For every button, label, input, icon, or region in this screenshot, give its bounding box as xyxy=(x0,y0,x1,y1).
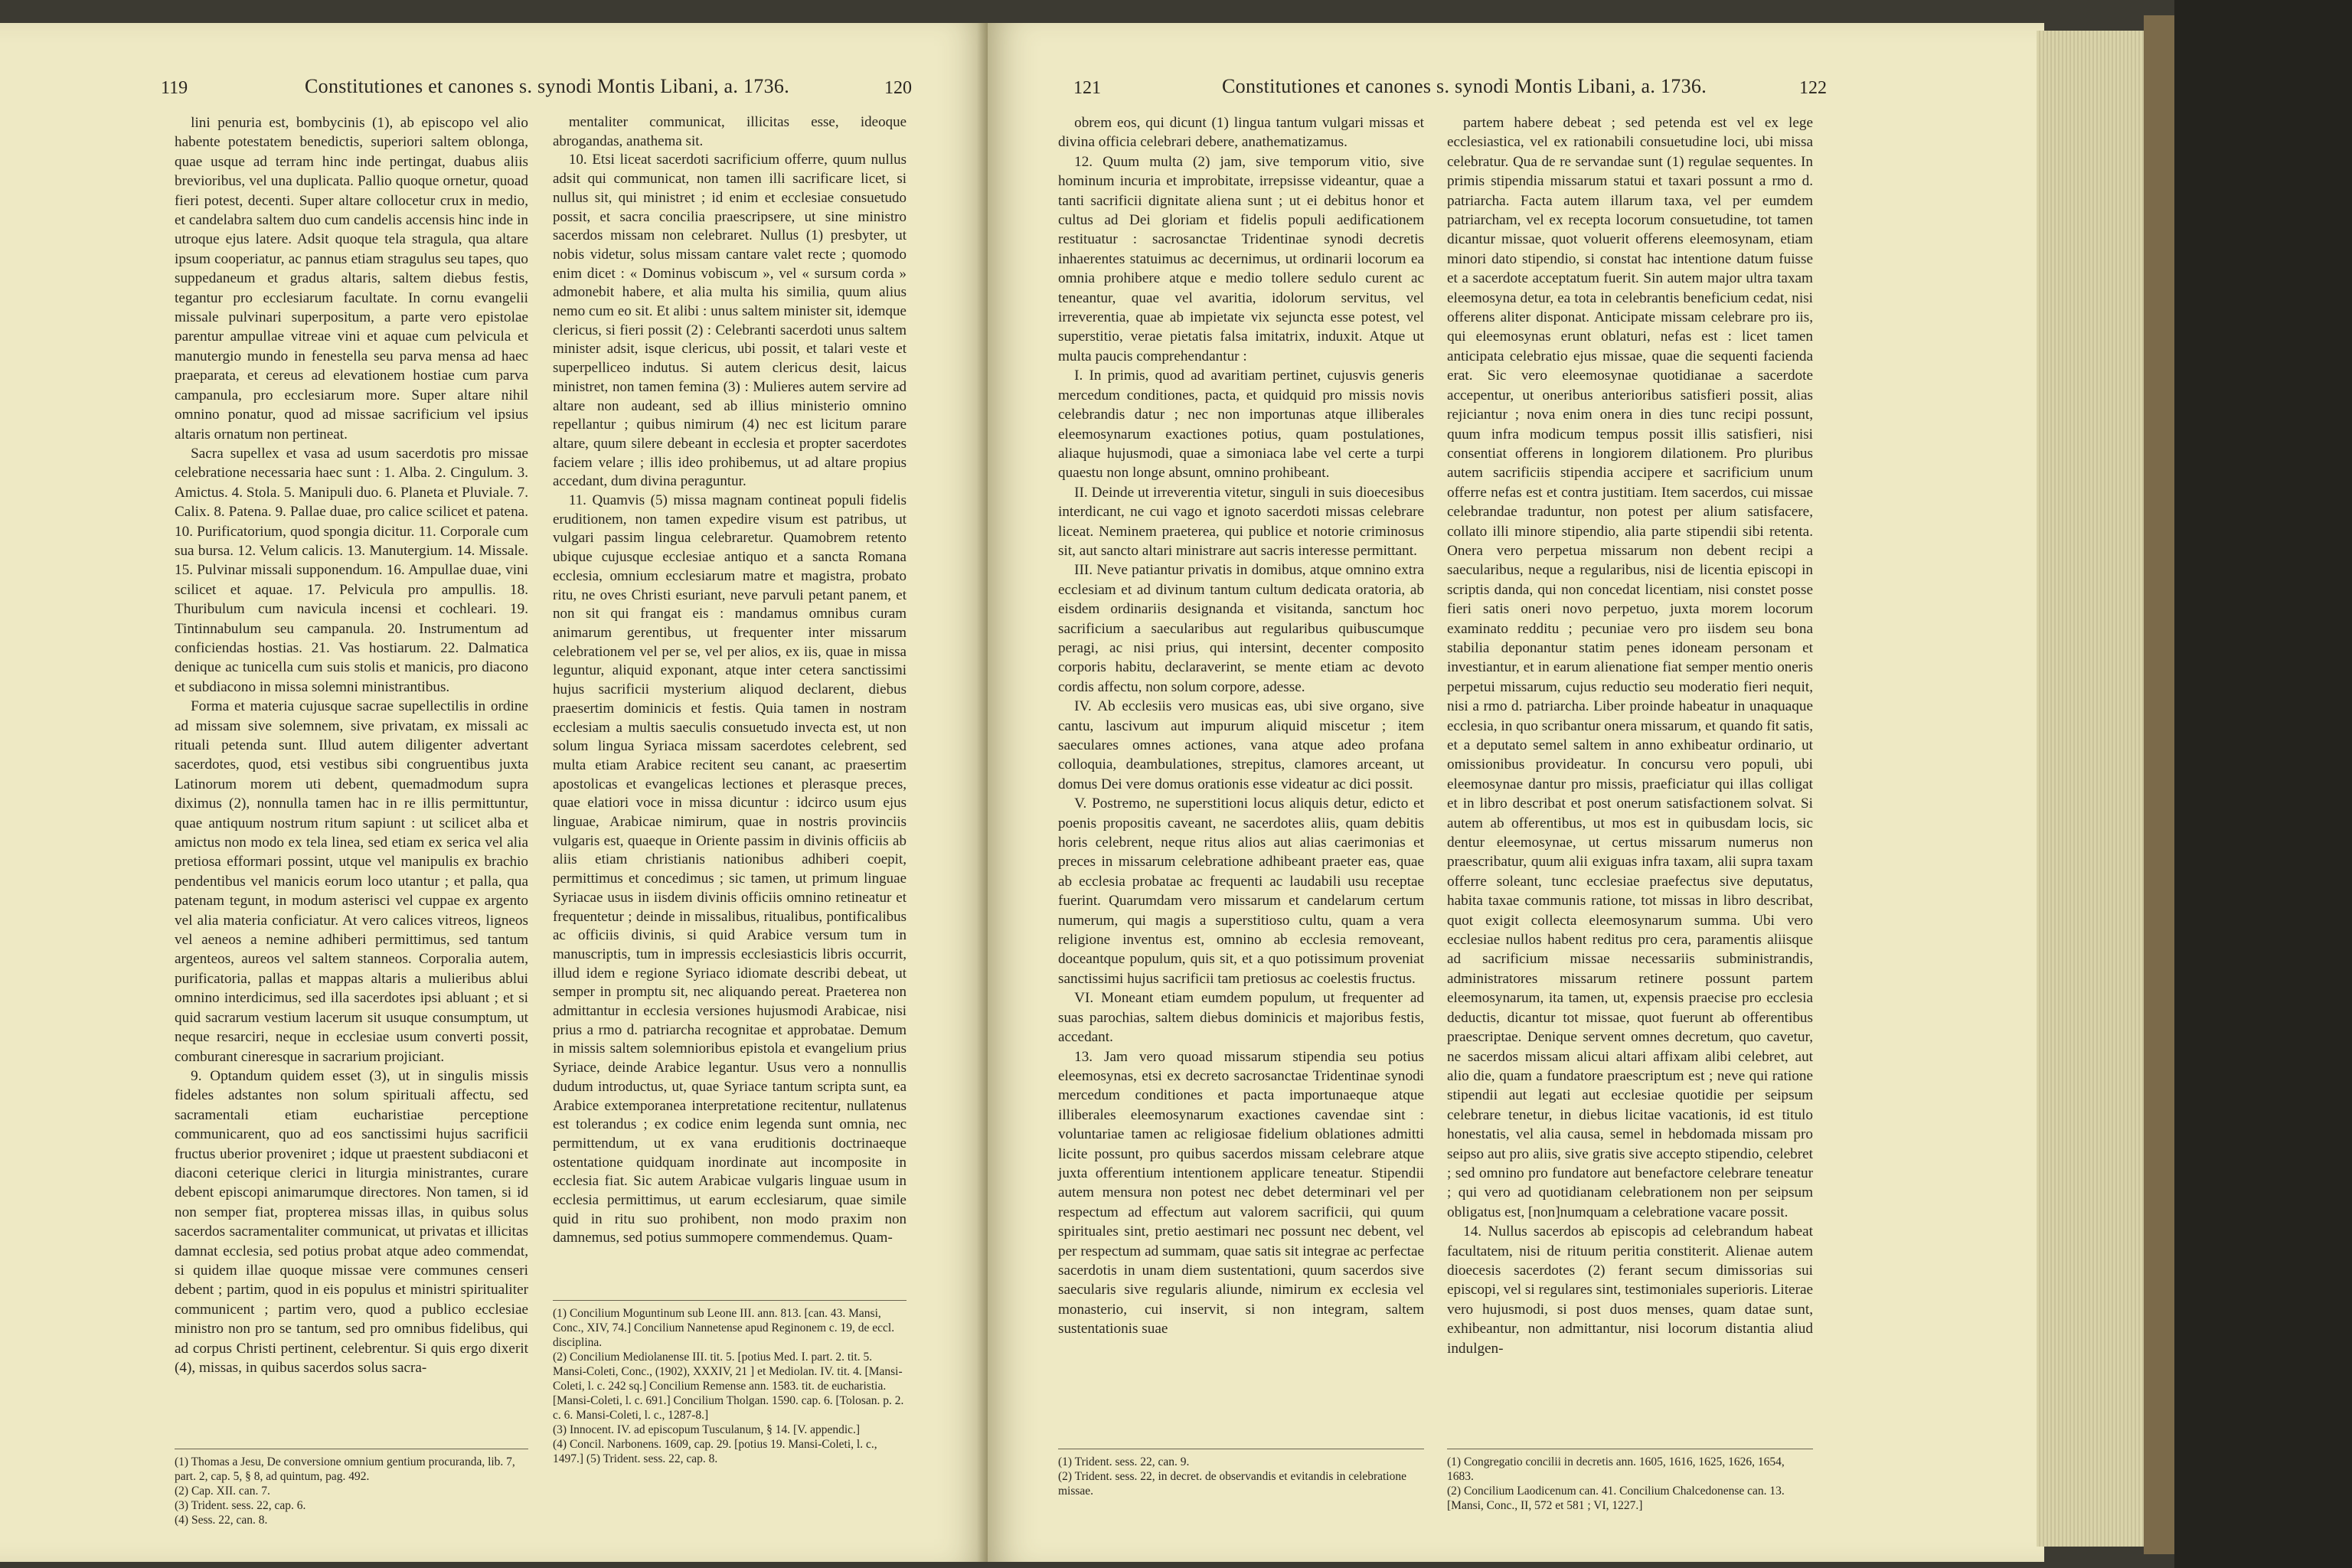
footnote: (3) Trident. sess. 22, cap. 6. xyxy=(175,1499,306,1512)
right-page-column-1 xyxy=(1058,113,1424,1339)
paragraph: 11. Quamvis (5) missa magnam contineat populi fidelis eruditionem, non tamen expedire visum est patribus, ut vulgari passim lingua celebraretur. Quamobrem retento ubique cujusque ecclesiae antiquo et a sancta Romana ecclesia, omnium ecclesiarum matre et magistra, probato ritu, ne oves Christi esuriant, neve parvuli petant panem, et non sit qui frangat eis : mandamus omnibus curam animarum gerentibus, ut frequenter inter missarum celebrationem vel per se, vel per alios, ex iis, quae in missa leguntur, aliquid exponant, atque inter cetera sanctissimi hujus sacrificii mysterium aliquod declarent, diebus praesertim dominicis et festis. Quia tamen in nostram ecclesiam a multis saeculis consuetudo invecta est, ut non solum lingua Syriaca missam sacerdotes celebrent, sed multa etiam Arabice recitent seu canant, ac praesertim apostolicas et evangelicas lectiones et plerasque preces, quae elatiori voce in missa dicuntur : idcirco usum ejus linguae, Arabicae nimirum, quae in nostris provinciis vulgaris est, quaeque in Oriente passim in divinis officiis ab aliis etiam christianis nationibus adhiberi coepit, permittimus et concedimus ; sic tamen, ut primum linguae Syriacae usus in iisdem divinis officiis omnino retineatur et frequentetur ; deinde in missalibus, ritualibus, pontificalibus ac officiis divinis, si quid Arabice versum tum in manuscriptis, tum in impressis ecclesiasticis libris occurrit, illud idem e regione Syriaco idiomate describi debeat, ut semper in promptu sit, nec aliquando pereat. Praeterea non admittantur in ecclesia versiones hujusmodi Arabicae, nisi prius a rmo d. patriarcha recognitae et approbatae. Demum in missis saltem solemnioribus epistola et evangelium prius Syriace, deinde Arabice legantur. Usus vero a nonnullis dudum introductus, ut, quae Syriace tantum scripta sunt, ea Arabice extemporanea interpretatione recitentur, nullatenus est tolerandus ; ex codice enim legenda sunt omnia, nec permittendum, ut ex vana eruditionis doctrinaeque ostentatione quidquam inordinate aut incomposite in ecclesia fiat. Sic autem Arabicae vulgaris linguae usum in ecclesia permittimus, ut earum ecclesiarum, quae simile quid in ritu suo prohibent, non modo praxim non damnemus, sed potius summopere commendemus. Quam- xyxy=(553,492,906,1246)
paragraph: VI. Moneant etiam eumdem populum, ut frequenter ad suas parochias, saltem diebus dominicis et majoribus festis, accedant. xyxy=(1058,990,1424,1046)
paragraph: V. Postremo, ne superstitioni locus aliquis detur, edicto et poenis propositis caveant, ne sacerdotes aliis, quam debitis horis celebrent, neque ritus alios aut alias caerimonias et preces in missarum celebratione adhibeant praeter eas, quae ab ecclesia probatae ac frequenti ac laudabili usu receptae fuerint. Quarumdam vero missarum et candelarum certum numerum, qui magis a superstitioso cultu, quam a vera religione inventus est, omnino ab ecclesia removeant, doceantque populum, quis sit, et a quo potissimum proveniat sanctissimi hujus sacrificii tam pretiosus ac coelestis fructus. xyxy=(1058,795,1424,987)
paragraph: 9. Optandum quidem esset (3), ut in singulis missis fideles adstantes non solum spirituali affectu, sed sacramentali etiam eucharistiae perceptione communicarent, quo ad eos sanctissimi hujus sacrificii fructus uberior proveniret ; idque ut praestent subdiaconi et diaconi ceterique clerici in liturgia ministrantes, curare debent episcopi animarumque directores. Non tamen, si id non semper fiat, propterea missas illas, in quibus solus sacerdos sacramentaliter communicat, ut privatas et illicitas damnat ecclesia, sed potius probat atque adeo commendat, si quidem illae quoque missae vere communes censeri debent ; partim, quod in eis populus et ministri spiritualiter communicent ; partim vero, quod a publico ecclesiae ministro non pro se tantum, sed pro omnibus fidelibus, qui ad corpus Christi pertinent, celebrentur. Si quis ergo dixerit (4), missas, in quibus sacerdos solus sacra- xyxy=(175,1067,528,1376)
paragraph: lini penuria est, bombycinis (1), ab episcopo vel alio habente potestatem benedictis, superiori saltem oblonga, quae usque ad terram hinc inde pertingat, duabus aliis brevioribus, vel una duplicata. Pallio quoque ornetur, quoad fieri potest, decenti. Super altare collocetur crux in medio, et candelabra saltem duo cum candelis accensis hinc inde in utroque ejus latere. Adsit quoque tela stragula, qua altare ipsum cooperiatur, ac pannus etiam stragulus seu tapes, quo suppedaneum et gradus altaris, saltem diebus festis, tegantur pro ecclesiarum facultate. In cornu evangelii missale pulvinari superpositum, a parte vero epistolae parentur ampullae vitreae vini et aquae cum pelvicula et manutergio mundo in fenestella seu parva mensa ad haec praeparata, et cereus ad elevationem hostiae cum parva campanula, pro ecclesiarum more. Super altare nihil omnino ponatur, quod ad missae sacrificium vel ipsius altaris ornatum non pertineat. xyxy=(175,115,528,443)
left-page-footnotes-col1 xyxy=(175,1455,528,1527)
paragraph: 10. Etsi liceat sacerdoti sacrificium offerre, quum nullus adsit qui communicat, non tamen illi sacrificare licet, si nullus sit, qui ministret ; id enim et ecclesiae consuetudo possit, et sacra concilia praescripsere, ut sine ministro sacerdos missam non celebraret. Nullus (1) presbyter, ut nobis videtur, solus missam cantare valet recte ; quomodo enim dicet : « Dominus vobiscum », vel « sursum corda » admonebit habere, et alia multa his similia, quum alius nemo cum eo sit. Et alibi : unus saltem minister sit, idemque clericus, si fieri possit (2) : Celebranti sacerdoti unus saltem minister adsit, isque clericus, ubi possit, et talari veste et superpelliceo indutus. Si autem clericus desit, laicus ministret, non tamen femina (3) : Mulieres autem servire ad altare non audeant, sed ab illius ministerio omnino repellantur ; quibus nimirum (4) nec est licitum parare altare, quum silere debeant in ecclesia et propter sacerdotes faciem velare ; illis ideo prohibemus, ut ad altare propius accedant, dum divina peraguntur. xyxy=(553,152,906,490)
paragraph: Sacra supellex et vasa ad usum sacerdotis pro missae celebratione necessaria haec sunt : 1. Alba. 2. Cingulum. 3. Amictus. 4. Stola. 5. Manipuli duo. 6. Planeta et Pluviale. 7. Calix. 8. Patena. 9. Pallae duae, pro calice scilicet et patena. 10. Purificatorium, quod spongia dicitur. 11. Corporale cum sua bursa. 12. Velum calicis. 13. Manutergium. 14. Missale. 15. Pulvinar missali supponendum. 16. Ampullae duae, vini scilicet et aquae. 17. Pelvicula pro ampullis. 18. Thuribulum cum navicula incensi et cochleari. 19. Tintinnabulum seu campanula. 20. Instrumentum ad conficiendas hostias. 21. Vas hostiarum. 22. Dalmatica denique ac tunicella cum suis stolis et manicis, pro diacono et subdiacono in missa solemni ministrantibus. xyxy=(175,445,528,695)
right-page-column-2 xyxy=(1447,113,1813,1358)
paragraph: 12. Quum multa (2) jam, sive temporum vitio, sive hominum incuria et improbitate, irrepsisse videantur, quae a tanti sacrificii dignitate aliena sunt ; ut ei debitus honor et cultus ad Dei gloriam et fidelis populi aedificationem restituatur : sacrosanctae Tridentinae synodi decretis inhaerentes statuimus ac decernimus, ut ordinarii locorum ea omnia prohibere atque e medio tollere sedulo curent ac teneantur, quae vel avaritia, idolorum servitus, vel irreverentia, quae ab impietate vix sejuncta esse potest, vel superstitio, verae pietatis falsa imitatrix, induxit. Atque ut multa paucis comprehendantur : xyxy=(1058,153,1424,364)
footnote: (3) Innocent. IV. ad episcopum Tusculanum, § 14. [V. appendic.] xyxy=(553,1423,861,1436)
footnote: (2) Trident. sess. 22, in decret. de observandis et evitandis in celebratione missae. xyxy=(1058,1470,1406,1498)
running-header-right: Constitutiones et canones s. synodi Montis Libani, a. 1736. xyxy=(1222,75,1707,97)
running-header-left: Constitutiones et canones s. synodi Montis Libani, a. 1736. xyxy=(305,75,789,97)
right-page xyxy=(988,23,2044,1562)
left-page xyxy=(0,23,988,1562)
paragraph: obrem eos, qui dicunt (1) lingua tantum vulgari missas et divina officia celebrari debere, anathematizamus. xyxy=(1058,115,1424,151)
footnote-rule xyxy=(553,1300,906,1301)
left-page-column-1 xyxy=(175,113,528,1377)
right-page-footnotes-col2 xyxy=(1447,1455,1813,1513)
footnote: (1) Trident. sess. 22, can. 9. xyxy=(1058,1455,1190,1468)
paragraph: Forma et materia cujusque sacrae supellectilis in ordine ad missam sive solemnem, sive privatam, ex missali ac rituali petenda sunt. Illud autem diligenter advertant sacerdotes, quod, etsi vestibus sibi congruentibus juxta Latinorum morem uti debent, quemadmodum supra diximus (2), nonnulla tamen hac in re illis permittuntur, quae antiquum nostrum ritum sapiunt : ut scilicet alba et amictus non modo ex tela linea, sed etiam ex serica vel alia pretiosa efformari possint, utque vel manipulis ex brachio pendentibus vel manicis eorum loco utantur ; et palla, qua patenam tegunt, in modum asterisci vel cuppae ex argento vel alia materia conficiatur. At vero calices vitreos, ligneos vel aeneos a nemine adhiberi permittimus, sed tantum argenteos, aureos vel saltem stanneos. Corporalia autem, purificatoria, pallas et mappas altaris a mulieribus ablui omnino interdicimus, sed illa sacerdotes ipsi abluant ; et si quid sacrarum vestium lacerum sit usuque consumptum, ut neque resarciri, neque in ecclesiae usum converti possit, comburant cineresque in sacrarium projiciant. xyxy=(175,698,528,1065)
left-page-footnotes-col2 xyxy=(553,1306,906,1466)
page-number-120: 120 xyxy=(884,78,912,98)
paragraph: mentaliter communicat, illicitas esse, ideoque abrogandas, anathema sit. xyxy=(553,114,906,149)
footnote: (1) Congregatio concilii in decretis ann. 1605, 1616, 1625, 1626, 1654, 1683. xyxy=(1447,1455,1785,1483)
footnote: (2) Concilium Laodicenum can. 41. Concilium Chalcedonense can. 13. [Mansi, Conc., II, 572 et 581 ; VI, 1227.] xyxy=(1447,1485,1785,1512)
paragraph: III. Neve patiantur privatis in domibus, atque omnino extra ecclesiam et ad divinum tantum cultum dedicata oratoria, ab eisdem ordinariis designanda et visitanda, sanctum hoc sacrificium a saecularibus aut regularibus quibuscumque peragi, ac nisi prius, qui intersint, decenter composito corporis habitu, declaraverint, se mente etiam ac devoto cordis affectu, non solum corpore, adesse. xyxy=(1058,562,1424,695)
paragraph: 14. Nullus sacerdos ab episcopis ad celebrandum habeat facultatem, nisi de rituum peritia constiterit. Alienae autem dioecesis sacerdotes (2) ferant secum dimissorias sui episcopi, vel si regulares sint, testimoniales superioris. Literae vero hujusmodi, si post duos menses, quam datae sunt, exhibeantur, non admittantur, nisi locorum distantia aliud indulgen- xyxy=(1447,1223,1813,1357)
left-page-column-2 xyxy=(553,113,906,1248)
book-cover-edge xyxy=(2144,15,2174,1554)
background-shadow xyxy=(2174,0,2352,1568)
page-number-121: 121 xyxy=(1073,78,1101,98)
paragraph: 13. Jam vero quoad missarum stipendia seu potius eleemosynas, etsi ex decreto sacrosanctae Tridentinae synodi mercedum conditiones et pacta importunaeque atque illiberales eleemosynarum exactiones cavendae sint : voluntariae tamen ac religiosae fidelium oblationes admitti licite possunt, pro quibus sacerdos missam celebrare atque juxta offerentium intentionem applicare teneatur. Stipendii autem mensura non potest nec debet determinari vel per respectum ad effectum aut valorem sacrificii, qui quum spirituales sint, pretio aestimari nec possunt nec debent, vel per respectum ad summam, quae satis sit integrae ac perfectae sacerdotis in unam diem sustentationi, quum sacerdos sive saecularis sive regularis aliunde, nimirum ex ecclesia vel monasterio, cui inservit, si non integram, saltem sustentationis suae xyxy=(1058,1048,1424,1338)
footnote: (1) Concilium Moguntinum sub Leone III. ann. 813. [can. 43. Mansi, Conc., XIV, 74.] Concilium Nannetense apud Reginonem c. 19, de eccl. disciplina. xyxy=(553,1307,895,1349)
paragraph: II. Deinde ut irreverentia vitetur, singuli in suis dioecesibus interdicant, ne cui vago et ignoto sacerdoti missas celebrare liceat. Neminem praeterea, qui publice et notorie criminosus sit, aut sancto altari ministrare aut sacris interesse permittant. xyxy=(1058,484,1424,559)
footnote: (4) Concil. Narbonens. 1609, cap. 29. [potius 19. Mansi-Coleti, l. c., 1497.] (5) Trident. sess. 22, cap. 8. xyxy=(553,1438,877,1465)
paragraph: I. In primis, quod ad avaritiam pertinet, cujusvis generis mercedum conditiones, pacta, et quidquid pro missis novis celebrandis datur ; nec non importunas atque illiberales eleemosynarum exactiones potius, quam postulationes, aliaque hujusmodi, quae a simoniaca labe vel certe a turpi quaestu non longe absunt, omnino prohibeant. xyxy=(1058,368,1424,482)
footnote: (2) Cap. XII. can. 7. xyxy=(175,1485,270,1498)
paragraph: partem habere debeat ; sed petenda est vel ex lege ecclesiastica, vel ex rationabili consuetudine loci, ubi missa celebratur. Qua de re servandae sunt (1) regulae sequentes. In primis stipendia missarum statui et taxari possunt a rmo d. patriarcha. Facta autem illarum taxa, vel per eumdem patriarcham, vel ex recepta locorum consuetudine, tot tamen dicantur missae, quot voluerit offerens eleemosynam, etiam minori dato stipendio, si constat hac intentione datum fuisse et a sacerdote acceptatum fuerit. Sin autem major ultra taxam eleemosyna detur, ea tota in celebrantis beneficium cedat, nisi offerens aliter disponat. Anticipate missam celebrare pro iis, qui eleemosynas erunt oblaturi, nefas est : licet tamen anticipata celebratio ejus missae, quae die sequenti facienda erat. Sic vero eleemosynae quotidianae a sacerdote accepentur, ut oneribus anterioribus satisfieri possit, alias rejiciantur ; nova enim onera in dies tunc recipi possunt, quum infra modicum tempus possit illis satisfieri, nisi consentiat offerens in longiorem dilationem. Pro pluribus autem sacrificiis stipendia accipere et sacrificium unum offerre nefas est et contra justitiam. Item sacerdos, cui missae celebrandae traduntur, non potest per alium satisfacere, collato illi minore stipendio, alia parte stipendii sibi retenta. Onera vero perpetua missarum non debent recipi a saecularibus, neque a regularibus, nisi de licentia episcopi in scriptis danda, qui non concedat licentiam, nisi constet posse fieri satis oneri novo perpetuo, juxta morem locorum examinato redditu ; pecuniae vero pro iisdem seu bona stabilia deponantur statim penes idoneam personam et investiantur, et in earum alienatione fiat semper mentio oneris perpetui missarum, cujus reductio seu moderatio fieri nequit, nisi a rmo d. patriarcha. Liber proinde habeatur in unaquaque ecclesia, in quo scribantur onera missarum, et quando fit satis, et a deputato semel saltem in anno exhibeatur ordinario, ut omissionibus provideatur. In concursu vero populi, ubi eleemosynae dantur pro missis, praeficiatur qui illas colligat et in libro describat et post onerum satisfactionem solvat. Si autem ab offerentibus, ut mos est in quibusdam locis, sic dentur eleemosynae, ut certus missarum numerus non praescribatur, quum alii exiguas infra taxam, alii supra taxam offerre soleant, tunc ecclesiae praefectus sive deputatus, habita taxae communis ratione, tot missas in libro describat, quot exigit collecta eleemosynarum summa. Ubi vero ecclesiae nullos habent reditus pro cera, paramentis aliisque ad sacrificium missae necessariis subministrandis, administratores missarum retinere possunt partem eleemosynarum, ita tamen, ut, expensis praecise pro ecclesia deductis, dicantur tot missae, quot fuerunt ab offerentibus praescriptae. Denique servent omnes decretum, quo cavetur, ne sacerdos missam alicui altari affixam alibi celebret, aut alio die, quam a fundatore praescriptum est ; neve qui ratione stipendii aut legati aut ecclesiae quotidie per seipsum celebrare tenetur, in diebus licitae vacationis, id est titulo honestatis, vel alia causa, semel in hebdomada missam pro seipso aut pro aliis, sive gratis sive accepto stipendio, celebret ; sed omnino pro fundatore aut benefactore celebrare teneatur ; qui vero ad quotidianam celebrationem non per seipsum obligatus est, [non]numquam a celebratione vacare possit. xyxy=(1447,115,1813,1220)
book-page-edges xyxy=(2037,31,2144,1547)
footnote: (2) Concilium Mediolanense III. tit. 5. [potius Med. I. part. 2. tit. 5. Mansi-Coleti, Conc., (1902), XXXIV, 21 ] et Mediolan. IV. tit. 4. [Mansi-Coleti, l. c. 242 sq.] Concilium Remense ann. 1583. tit. de eucharistia. [Mansi-Coleti, l. c. 691.] Concilium Tholgan. 1590. cap. 6. [Tolosan. p. 2. c. 6. Mansi-Coleti, l. c., 1287-8.] xyxy=(553,1351,904,1422)
right-page-footnotes-col1 xyxy=(1058,1455,1424,1498)
footnote: (1) Thomas a Jesu, De conversione omnium gentium procuranda, lib. 7, part. 2, cap. 5, § 8, ad quintum, pag. 492. xyxy=(175,1455,515,1483)
footnote: (4) Sess. 22, can. 8. xyxy=(175,1514,268,1527)
page-number-119: 119 xyxy=(161,78,188,98)
paragraph: IV. Ab ecclesiis vero musicas eas, ubi sive organo, sive cantu, lascivum aut impurum aliquid miscetur ; item saeculares omnes actiones, vana atque adeo profana colloquia, deambulationes, strepitus, clamores arceant, ut domus Dei vere domus orationis esse videatur ac dici possit. xyxy=(1058,698,1424,792)
page-number-122: 122 xyxy=(1799,78,1827,98)
